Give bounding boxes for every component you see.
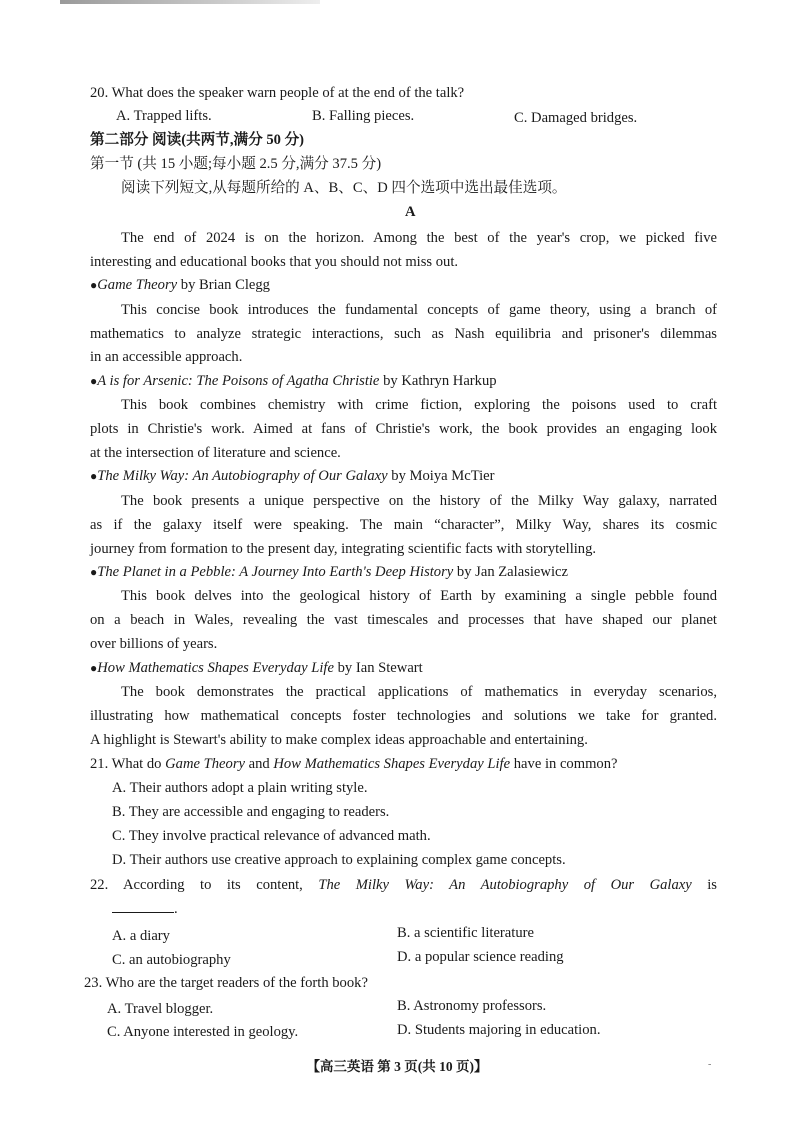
q22-option-a: A. a diary bbox=[112, 928, 170, 944]
book-title: Game Theory bbox=[97, 277, 178, 293]
book-desc-line: plots in Christie's work. Aimed at fans of Christie's work, the book provides an engaging look bbox=[90, 421, 717, 437]
book-desc-line: The book presents a unique perspective on the history of the Milky Way galaxy, narrated bbox=[121, 493, 717, 509]
q20-option-b: B. Falling pieces. bbox=[312, 108, 415, 124]
q23-stem: 23. Who are the target readers of the forth book? bbox=[84, 975, 368, 991]
q20-stem: 20. What does the speaker warn people of at the end of the talk? bbox=[90, 85, 465, 101]
book-author: by Brian Clegg bbox=[180, 277, 270, 293]
book-desc-line: mathematics to analyze strategic interactions, such as Nash equilibria and prisoner's dilemmas bbox=[90, 326, 717, 342]
book-author: by Kathryn Harkup bbox=[383, 373, 497, 389]
q22-option-d: D. a popular science reading bbox=[397, 949, 564, 965]
q21-option-b: B. They are accessible and engaging to readers. bbox=[112, 804, 390, 820]
q20-option-c: C. Damaged bridges. bbox=[514, 110, 638, 126]
q23-option-d: D. Students majoring in education. bbox=[397, 1022, 601, 1038]
q23-option-a: A. Travel blogger. bbox=[107, 1001, 214, 1017]
bullet-icon: ● bbox=[90, 661, 98, 675]
book-desc-line: journey from formation to the present day, integrating scientific facts with storytelling. bbox=[90, 541, 597, 557]
book-desc-line: This concise book introduces the fundamental concepts of game theory, using a branch of bbox=[121, 302, 717, 318]
q23-option-c: C. Anyone interested in geology. bbox=[107, 1024, 299, 1040]
book-entry-game-theory bbox=[90, 276, 270, 294]
book-desc-line: on a beach in Wales, revealing the vast timescales and processes that have shaped our planet bbox=[90, 612, 717, 628]
q21-option-d: D. Their authors use creative approach to explaining complex game concepts. bbox=[112, 852, 566, 868]
book-entry-milky-way bbox=[90, 467, 495, 485]
q20-option-a: A. Trapped lifts. bbox=[116, 108, 212, 124]
book-desc-line: at the intersection of literature and science. bbox=[90, 445, 341, 461]
bullet-icon: ● bbox=[90, 469, 98, 483]
book-desc-line: A highlight is Stewart's ability to make complex ideas approachable and entertaining. bbox=[90, 732, 588, 748]
book-author: by Moiya McTier bbox=[391, 468, 495, 484]
book-desc-line: as if the galaxy itself were speaking. The main “character”, Milky Way, shares its cosmic bbox=[90, 517, 717, 533]
scan-header-remnant bbox=[60, 0, 320, 4]
q21-option-c: C. They involve practical relevance of advanced math. bbox=[112, 828, 431, 844]
book-entry-arsenic bbox=[90, 372, 497, 390]
book-title: How Mathematics Shapes Everyday Life bbox=[97, 660, 334, 676]
q22-answer-blank: . bbox=[112, 900, 178, 918]
section1-heading: 第一节 (共 15 小题;每小题 2.5 分,满分 37.5 分) bbox=[90, 156, 382, 172]
q21-option-a: A. Their authors adopt a plain writing style. bbox=[112, 780, 368, 796]
q22-option-c: C. an autobiography bbox=[112, 952, 231, 968]
q22-option-b: B. a scientific literature bbox=[397, 925, 534, 941]
part2-heading: 第二部分 阅读(共两节,满分 50 分) bbox=[90, 132, 305, 148]
book-entry-planet-pebble bbox=[90, 563, 568, 581]
blank-line bbox=[112, 900, 174, 913]
book-title: The Milky Way: An Autobiography of Our Galaxy bbox=[97, 468, 388, 484]
book-desc-line: over billions of years. bbox=[90, 636, 218, 652]
intro-line-2: interesting and educational books that you should not miss out. bbox=[90, 254, 459, 270]
book-desc-line: The book demonstrates the practical applications of mathematics in everyday scenarios, bbox=[121, 684, 717, 700]
reading-instruction: 阅读下列短文,从每题所给的 A、B、C、D 四个选项中选出最佳选项。 bbox=[121, 180, 567, 196]
book-desc-line: illustrating how mathematical concepts foster technologies and solutions we take for granted. bbox=[90, 708, 717, 724]
bullet-icon: ● bbox=[90, 374, 98, 388]
book-author: by Jan Zalasiewicz bbox=[456, 564, 568, 580]
footer-mark: - bbox=[708, 1059, 712, 1070]
q23-option-b: B. Astronomy professors. bbox=[397, 998, 547, 1014]
intro-line-1: The end of 2024 is on the horizon. Among the best of the year's crop, we picked five bbox=[121, 230, 717, 246]
q21-stem: 21. What do Game Theory and How Mathematics Shapes Everyday Life have in common? bbox=[90, 756, 618, 772]
bullet-icon: ● bbox=[90, 565, 98, 579]
page-footer: 【高三英语 第 3 页(共 10 页)】 bbox=[306, 1059, 488, 1074]
book-desc-line: in an accessible approach. bbox=[90, 349, 243, 365]
book-title: A is for Arsenic: The Poisons of Agatha Christie bbox=[97, 373, 380, 389]
book-desc-line: This book combines chemistry with crime fiction, exploring the poisons used to craft bbox=[121, 397, 717, 413]
book-title: The Planet in a Pebble: A Journey Into Earth's Deep History bbox=[97, 564, 454, 580]
passage-letter: A bbox=[405, 204, 416, 220]
book-desc-line: This book delves into the geological history of Earth by examining a single pebble found bbox=[121, 588, 717, 604]
book-entry-everyday-math bbox=[90, 659, 423, 677]
bullet-icon: ● bbox=[90, 278, 98, 292]
book-author: by Ian Stewart bbox=[337, 660, 423, 676]
q22-stem: 22. According to its content, The Milky Way: An Autobiography of Our Galaxy is bbox=[90, 877, 717, 893]
